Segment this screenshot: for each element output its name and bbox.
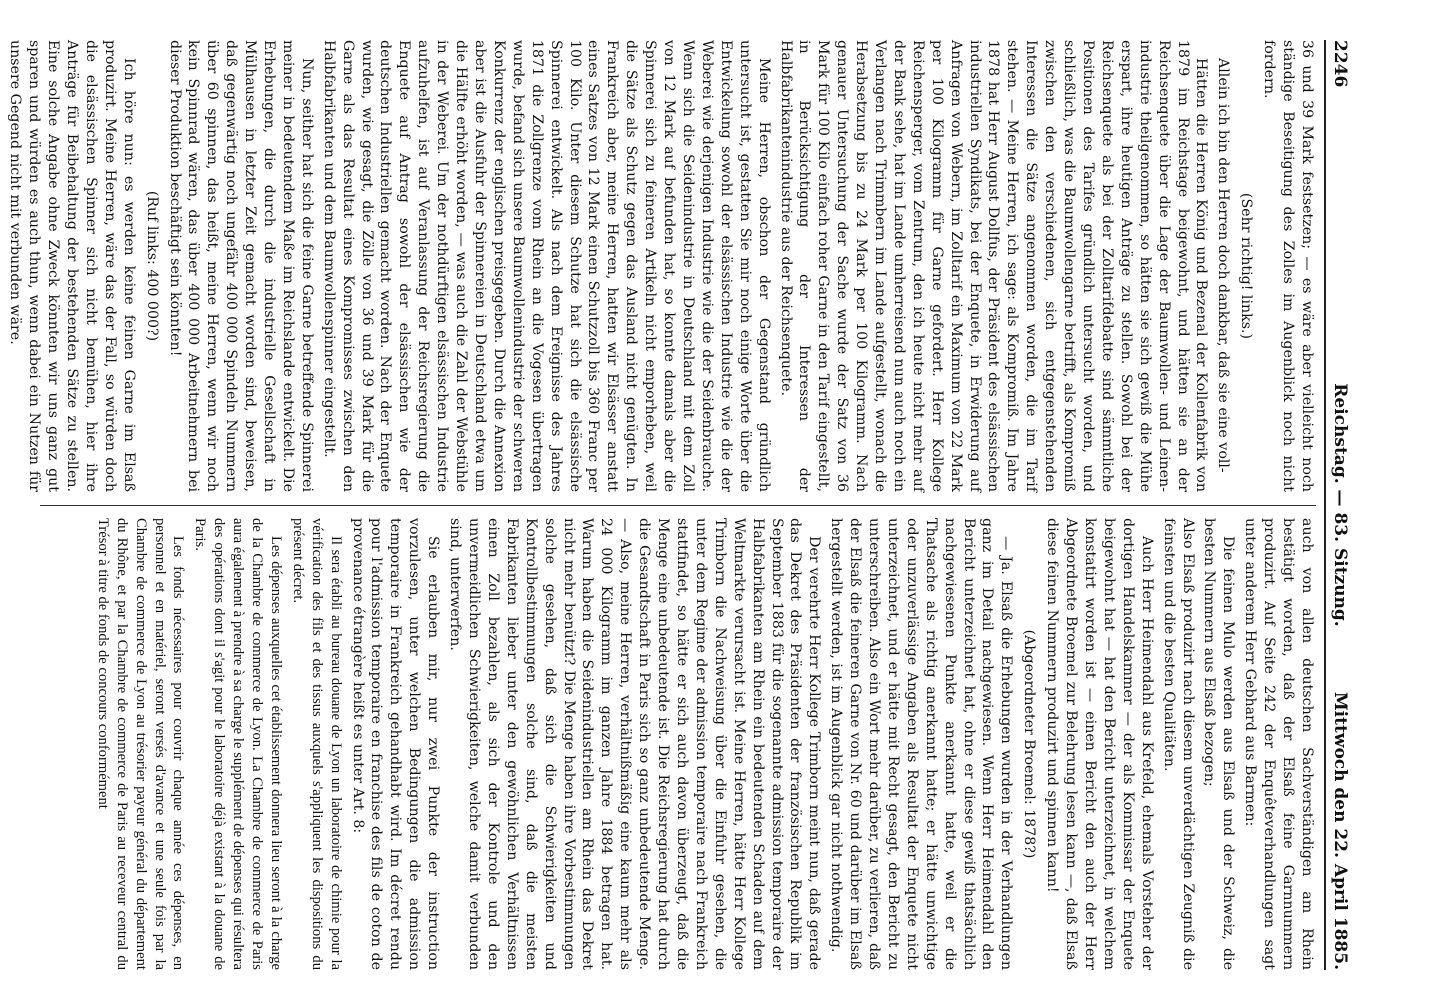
paragraph: Der verehrte Herr Kollege Trimborn meint nun, daß gerade das Dekret des Präsidenten der französischen Republik im September 1883 für die sogenannte admission temporaire der Halbfabrikanten am Rhein ein bedeutenden Schaden auf dem Weltmarkte verursacht ist. Meine Herren, hätte Herr Kollege Trimborn die Nachweisung über die Einfuhr gesehen, die unter dem Regime der admission temporaire nach Frankreich stattfindet, so hätte er sich auch davon überzeugt, daß die Menge eine unbedeutende ist. Die Reichsregierung hat durch die Gesandtschaft in Paris sich so ganz unbedeutende Menge. — Also, meine Herren, verhältnißmäßig eine kaum mehr als 24 000 Kilogramm im ganzen Jahre 1884 betragen hat. Warum haben die Seidenindustriellen am Rhein das Dekret nicht mehr benützt? Die Menge haben ihre Vorbestimmungen solche gesehen, daß sich die Schwierigkeiten und Kontrollbestimmungen solche sind, daß die meisten Fabrikanten lieber unter den gewöhnlichen Verhältnissen einen Zoll bezahlen, als sich der Kontrole und den unvermeidlichen Schwierigkeiten, welche damit verbunden sind, unterwerfen. [447,518,823,970]
session-date: Mittwoch den 22. April 1885. [1330,691,1350,970]
right-text-column [40,518,1316,970]
paragraph: (Sehr richtig! links.) [1238,192,1255,340]
paragraph: (Ruf links: 400 000?) [143,190,160,342]
paragraph: Sie erlauben mir, nur zwei Punkte der instruction vorzulesen, unter welchen Bedingungen die admission temporaire in Frankreich gehandhabt wird. Im décret rendu pour l'admission temporaire en franchise des fils de coton de provenance étrangère heißt es unter Art. 8: [349,518,442,970]
paragraph: Die feinen Mulo werden aus Elsaß und der Schweiz, die besten Nummern aus Elsaß bezogen; [1201,518,1237,970]
left-text-column [7,40,1316,492]
paragraph: Hätten die Herren König und Bezenal der Kollenfabrik von 1879 im Reichstage beigewohnt, und hätten sie an der Reichsenquete über die Lage der Baumwollen- und Leinen-industrie theilgenommen, so hätten sie sich gewiß die Mühe erspart, ihre heutigen Anträge zu stellen. Sowohl bei der Reichsenquete als bei der Zolltarifdebatte sind sämmtliche Positionen des Tarifes gründlich untersucht worden, und schließlich, was die Baumwollengarne betrifft, als Kompromiß zwischen den verschiedenen, sich entgegenstehenden Interessen die Sätze angenommen worden, die im Tarif stehen. — Meine Herren, ich sage: als Kompromiß. Im Jahre 1878 hat Herr August Dollfus, der Präsident des elsässischen industriellen Syndikats, bei der Enquete, in Erwiderung auf Anfragen von Webern, im Zolltarif ein Maximum von 22 Mark per 100 Kilogramm für Garne gefordert. Herr Kollege Reichensperger, vom Zentrum, den ich heute nicht mehr auf der Bank sehe, hat im Lande umherreisend nun auch noch ein Verlangen nach Trimmbern im Lande aufgestellt, wonach die Herabsetzung bis zu 24 Mark per 100 Kilogramm. Nach genauer Untersuchung der Sache wurde der Satz von 36 Mark für 100 Kilo einfach roher Garne in den Tarif eingestellt, in Berücksichtigung der Interessen der Halbfabrikantenindustrie aus der Reichsenquete. [777,40,1210,492]
paragraph: Also Elsaß produzirt nach diesem unverdächtigen Zeugniß die feinsten und die besten Qualitäten. [1160,518,1196,970]
session-title: Reichstag. — 83. Sitzung. [1330,383,1350,627]
page-number: 2246 [1330,40,1350,88]
quoted-french-paragraph: Les dépenses auxquelles cet établissement donnera lieu seront à la charge de la Chambre de commerce de Lyon. La Chambre de commerce de Paris aura également à prendre à sa charge le supplément de dépenses qui résultera des opérations dont il s'agit pour le laboratoire déjà existant à la douane de Paris. [192,518,284,970]
paragraph: auch von allen deutschen Sachverständigen am Rhein bestätigt worden, daß der Elsaß feine Garnnummern produzirt. Auf Seite 242 der Enquêteverhandlungen sagt unter anderem Herr Gebhard aus Barmen: [1242,518,1315,970]
page-header [1324,40,1356,970]
quoted-french-paragraph: Les fonds nécessaires pour couvrir chaque année ces dépenses, en personnel et en matériel, seront versés d'avance et une seule fois par la Chambre de commerce de Lyon au trésorier payeur général du département du Rhône, et par la Chambre de commerce de Paris au receveur central du Trésor à titre de fonds de concours conformément [94,518,187,970]
paragraph: Nun, seither hat sich die feine Garne betreffende Spinnerei meiner in bedeutendem Maße im Reichslande entwickelt. Die Erhebungen, die durch die industrielle Gesellschaft in Mülhausen in letzter Zeit gemacht worden sind, beweisen, daß gegenwärtig noch ungefähr 400 000 Spindeln Nummern über 60 spinnen, das heißt, meine Herren, wenn wir noch kein Spinnrad wären, das über 400 000 Arbeitnehmern bei dieser Produktion beschäftigt sein könnten! [166,40,315,492]
paragraph: Ich höre nun: es werden keine feinen Garne im Elsaß produzirt. Meine Herren, wäre das der Fall, so würden doch die elsässischen Spinner sich nicht bemühen, hier ihre Anträge für Beibehaltung der bestehenden Sätze zu stellen. Eine solche Angabe ohne Zweck könnten wir uns ganz gut sparen und würden es auch thun, wenn dabei ein Nutzen für unsere Gegend nicht mit verbunden wäre. [7,40,137,492]
paragraph: Auch Herr Heimendahl aus Krefeld, ehemals Vorsteher der dortigen Handelskammer — der als Kommissar der Enquete beigewohnt hat — hat den Bericht unterzeichnet, in welchem konstatirt worden ist — einen Bericht den auch der Herr Abgeordnete Broemel zur Belehrung lesen kann —, daß Elsaß diese feinen Nummern produzirt und spinnen kann! [1044,518,1155,970]
paragraph: — Ja. Elsaß die Erhebungen wurden in der Verhandlungen ganz im Detail nachgewiesen. Wenn Herr Heimendahl den Bericht unterzeichnet hat, ohne er diese gewiß thatsächlich nachgewiesenen Punkte anerkannt hatte, weil er die Thatsache als richtig anerkannt hatte; er hätte unwichtige oder unzuverlässige Angaben als Resultat der Enquete nicht unterzeichnet, und er hätte mit Recht gesagt, den Bericht zu unterschreiben. Also ein Wort mehr darüber, zu verlieren, daß der Elsaß die feineren Garne von Nr. 60 und darüber im Elsaß hergestellt werden, ist im Augenblick gar nicht nothwendig. [828,518,1015,970]
paragraph [0,40,2,492]
paragraph: Meine Herren, obschon der Gegenstand gründlich untersucht ist, gestatten Sie mir noch einige Worte über die Entwickelung sowohl der elsässischen Industrie wie die der Weberei wie derjenigen Industrie wie die der Seidenbrauche. Wenn sich die Seidenindustrie in Deutschland mit dem Zoll von 12 Mark auf befunden hat, so konnte damals aber die Spinnerei sich zu feineren Artikeln nicht emporheben, weil die Sätze als Schutz gegen das Ausland nicht genügten. In Frankreich aber, meine Herren, hatten wir Elsässer anstatt eines Satzes von 12 Mark einen Schutzzoll bis 360 Franc per 100 Kilo. Unter diesem Schutze hat sich die elsässische Spinnerei entwickelt. Als nach dem Ereignisse des Jahres 1871 die Zollgrenze vom Rhein an die Vogesen übertragen wurde, befand sich unsere Baumwollenindustrie der schweren Konkurrenz der englischen preisgegeben. Durch die Annexion aber ist die Ausfuhr der Spinnereien in Deutschland etwa um die Hälfte erhöht worden, — was auch die Zahl der Webstühle in der Weberei. Um der nothdürftigen elsässischen Industrie aufzuhelfen, ist auf Veranlassung der Reichsregierung die Enquete auf Antrag sowohl der elsässischen wie der deutschen Industriellen gemacht worden. Nach der Enquete wurden, wie gesagt, die Zölle von 36 und 39 Mark für die Garne als das Resultat eines Kompromisses zwischen den Halbfabrikanten und dem Baumwollenspinner eingestellt. [320,40,772,492]
column-divider [40,505,1316,506]
paragraph: Allein ich bin den Herren doch dankbar, daß sie eine voll- [1215,58,1232,473]
paragraph: 36 und 39 Mark festsetzen; — es wäre aber vielleicht noch ständige Beseitigung des Zolles im Augenblick noch nicht fordern. [1261,40,1315,492]
quoted-french-paragraph: Il sera établi au bureau douane de Lyon un laboratoire de chimie pour la vérification des fils et des tissus auxquels s'appliquent les dispositions du présent décret. [289,518,344,970]
paragraph: (Abgeordneter Broemel: 1878?) [1021,629,1038,859]
